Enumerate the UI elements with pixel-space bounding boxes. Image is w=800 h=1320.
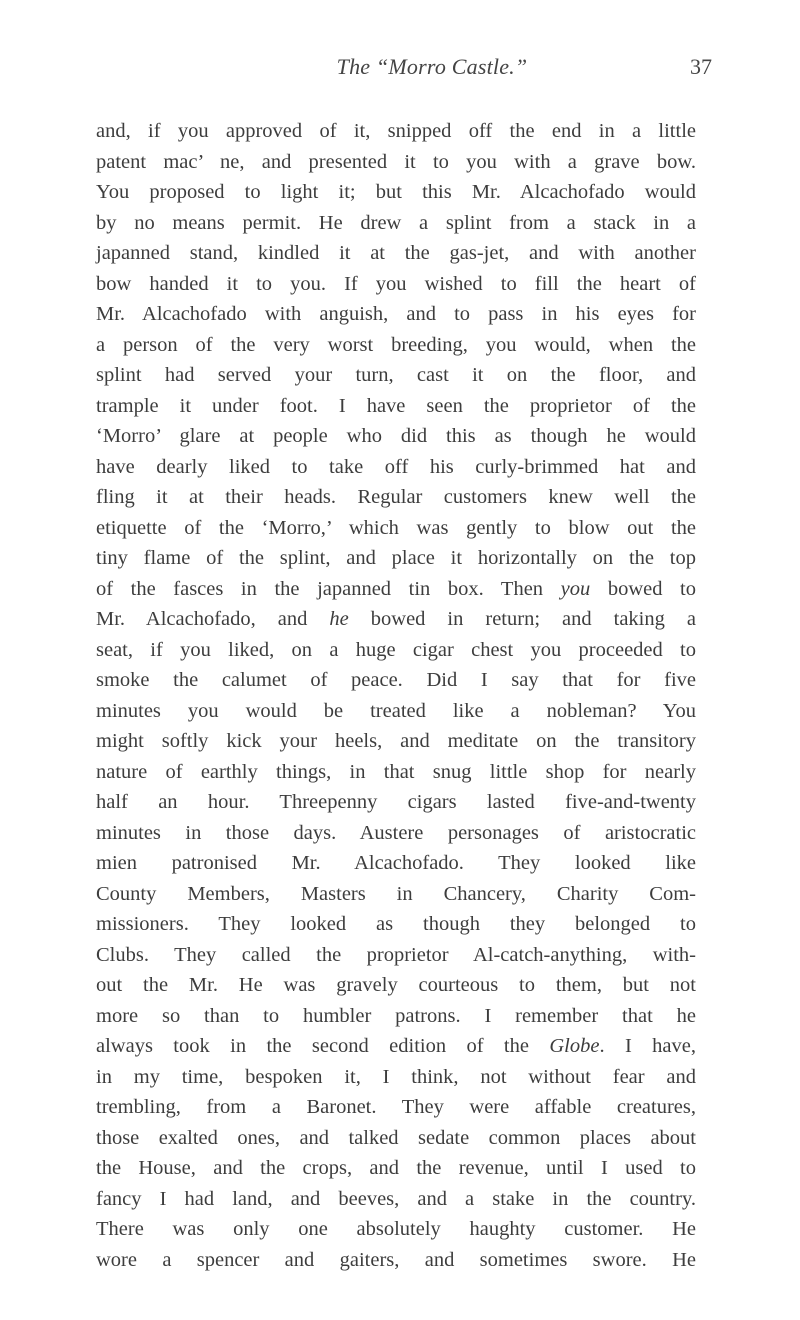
text-segment: more so than to humbler patrons. I remember that he: [96, 1004, 696, 1027]
text-segment: . I have,: [599, 1035, 696, 1057]
text-segment: Mr. Alcachofado with anguish, and to pass in his eyes for: [96, 303, 696, 325]
text-segment: in my time, bespoken it, I think, not without fear and: [96, 1065, 696, 1088]
text-line: [96, 848, 696, 879]
text-segment: You proposed to light it; but this Mr. Alcachofado would: [96, 181, 696, 203]
text-line: [96, 360, 696, 391]
text-segment: by no means permit. He drew a splint from a stack in a: [96, 211, 696, 234]
text-segment: seat, if you liked, on a huge cigar chest you proceeded to: [96, 638, 696, 661]
text-segment: the House, and the crops, and the revenue, until I used to: [96, 1157, 696, 1179]
text-line: [96, 696, 696, 727]
text-line: [96, 970, 696, 1001]
text-line: [96, 818, 696, 849]
text-segment: smoke the calumet of peace. Did I say that for five: [96, 669, 696, 691]
text-segment: Mr. Alcachofado, and: [96, 608, 330, 630]
italic-word: he: [329, 608, 349, 630]
text-segment: tiny flame of the splint, and place it horizontally on the top: [96, 547, 696, 569]
text-line: [96, 1184, 696, 1215]
text-line: [96, 1001, 696, 1032]
text-line: [96, 604, 696, 635]
text-line: [96, 1092, 696, 1123]
text-segment: There was only one absolutely haughty customer. He: [96, 1218, 696, 1240]
text-line: [96, 665, 696, 696]
italic-word: Globe: [549, 1035, 600, 1057]
text-line: [96, 391, 696, 422]
text-line: [96, 269, 696, 300]
text-line: [96, 116, 696, 147]
text-segment: always took in the second edition of the: [96, 1035, 550, 1057]
text-line: [96, 726, 696, 757]
text-line: [96, 635, 696, 666]
text-segment: might softly kick your heels, and meditate on the transitory: [96, 730, 696, 752]
text-line: [96, 543, 696, 574]
text-line: [96, 787, 696, 818]
text-segment: trembling, from a Baronet. They were affable creatures,: [96, 1096, 696, 1118]
text-line: [96, 452, 696, 483]
text-line: [96, 1062, 696, 1093]
text-line: [96, 147, 696, 178]
text-segment: a person of the very worst breeding, you would, when the: [96, 333, 696, 356]
text-segment: out the Mr. He was gravely courteous to them, but not: [96, 974, 696, 996]
text-line: [96, 177, 696, 208]
text-segment: County Members, Masters in Chancery, Charity Com-: [96, 882, 696, 905]
text-segment: of the fasces in the japanned tin box. Then: [96, 577, 561, 600]
text-segment: mien patronised Mr. Alcachofado. They looked like: [96, 852, 696, 874]
text-segment: japanned stand, kindled it at the gas-jet, and with another: [96, 242, 696, 264]
text-line: [96, 330, 696, 361]
text-segment: bowed in return; and taking a: [348, 608, 696, 630]
text-line: [96, 208, 696, 239]
text-line: [96, 421, 696, 452]
text-line: [96, 879, 696, 910]
text-segment: etiquette of the ‘Morro,’ which was gently to blow out the: [96, 516, 696, 539]
text-segment: have dearly liked to take off his curly-brimmed hat and: [96, 455, 696, 478]
text-line: [96, 299, 696, 330]
text-segment: fling it at their heads. Regular customers knew well the: [96, 486, 696, 508]
text-line: [96, 1123, 696, 1154]
text-segment: Clubs. They called the proprietor Al-catch-anything, with-: [96, 943, 696, 966]
text-segment: wore a spencer and gaiters, and sometimes swore. He: [96, 1248, 696, 1271]
text-line: [96, 482, 696, 513]
text-segment: bowed to: [590, 577, 696, 600]
text-segment: trample it under foot. I have seen the proprietor of the: [96, 394, 696, 417]
text-segment: those exalted ones, and talked sedate common places about: [96, 1126, 696, 1149]
text-segment: fancy I had land, and beeves, and a stake in the country.: [96, 1187, 696, 1210]
text-segment: minutes you would be treated like a nobleman? You: [96, 699, 696, 722]
italic-word: you: [560, 577, 591, 600]
text-segment: and, if you approved of it, snipped off the end in a little: [96, 120, 696, 142]
text-segment: half an hour. Threepenny cigars lasted five-and-twenty: [96, 791, 696, 813]
text-line: [96, 1245, 696, 1276]
body-text: [96, 116, 696, 1275]
text-line: [96, 757, 696, 788]
text-line: [96, 574, 696, 605]
text-line: [96, 238, 696, 269]
page-number: 37: [690, 54, 712, 79]
text-segment: nature of earthly things, in that snug little shop for nearly: [96, 760, 696, 783]
text-line: [96, 1153, 696, 1184]
text-segment: bow handed it to you. If you wished to fill the heart of: [96, 272, 696, 295]
text-line: [96, 940, 696, 971]
running-header: [0, 42, 800, 82]
text-segment: missioners. They looked as though they belonged to: [96, 913, 696, 935]
running-title: The “Morro Castle.”: [336, 54, 528, 79]
text-segment: splint had served your turn, cast it on the floor, and: [96, 364, 696, 386]
text-segment: minutes in those days. Austere personages of aristocratic: [96, 821, 696, 844]
text-segment: ‘Morro’ glare at people who did this as though he would: [96, 425, 696, 447]
text-line: [96, 1031, 696, 1062]
text-line: [96, 513, 696, 544]
text-line: [96, 1214, 696, 1245]
text-segment: patent mac’ ne, and presented it to you with a grave bow.: [96, 150, 696, 173]
text-line: [96, 909, 696, 940]
